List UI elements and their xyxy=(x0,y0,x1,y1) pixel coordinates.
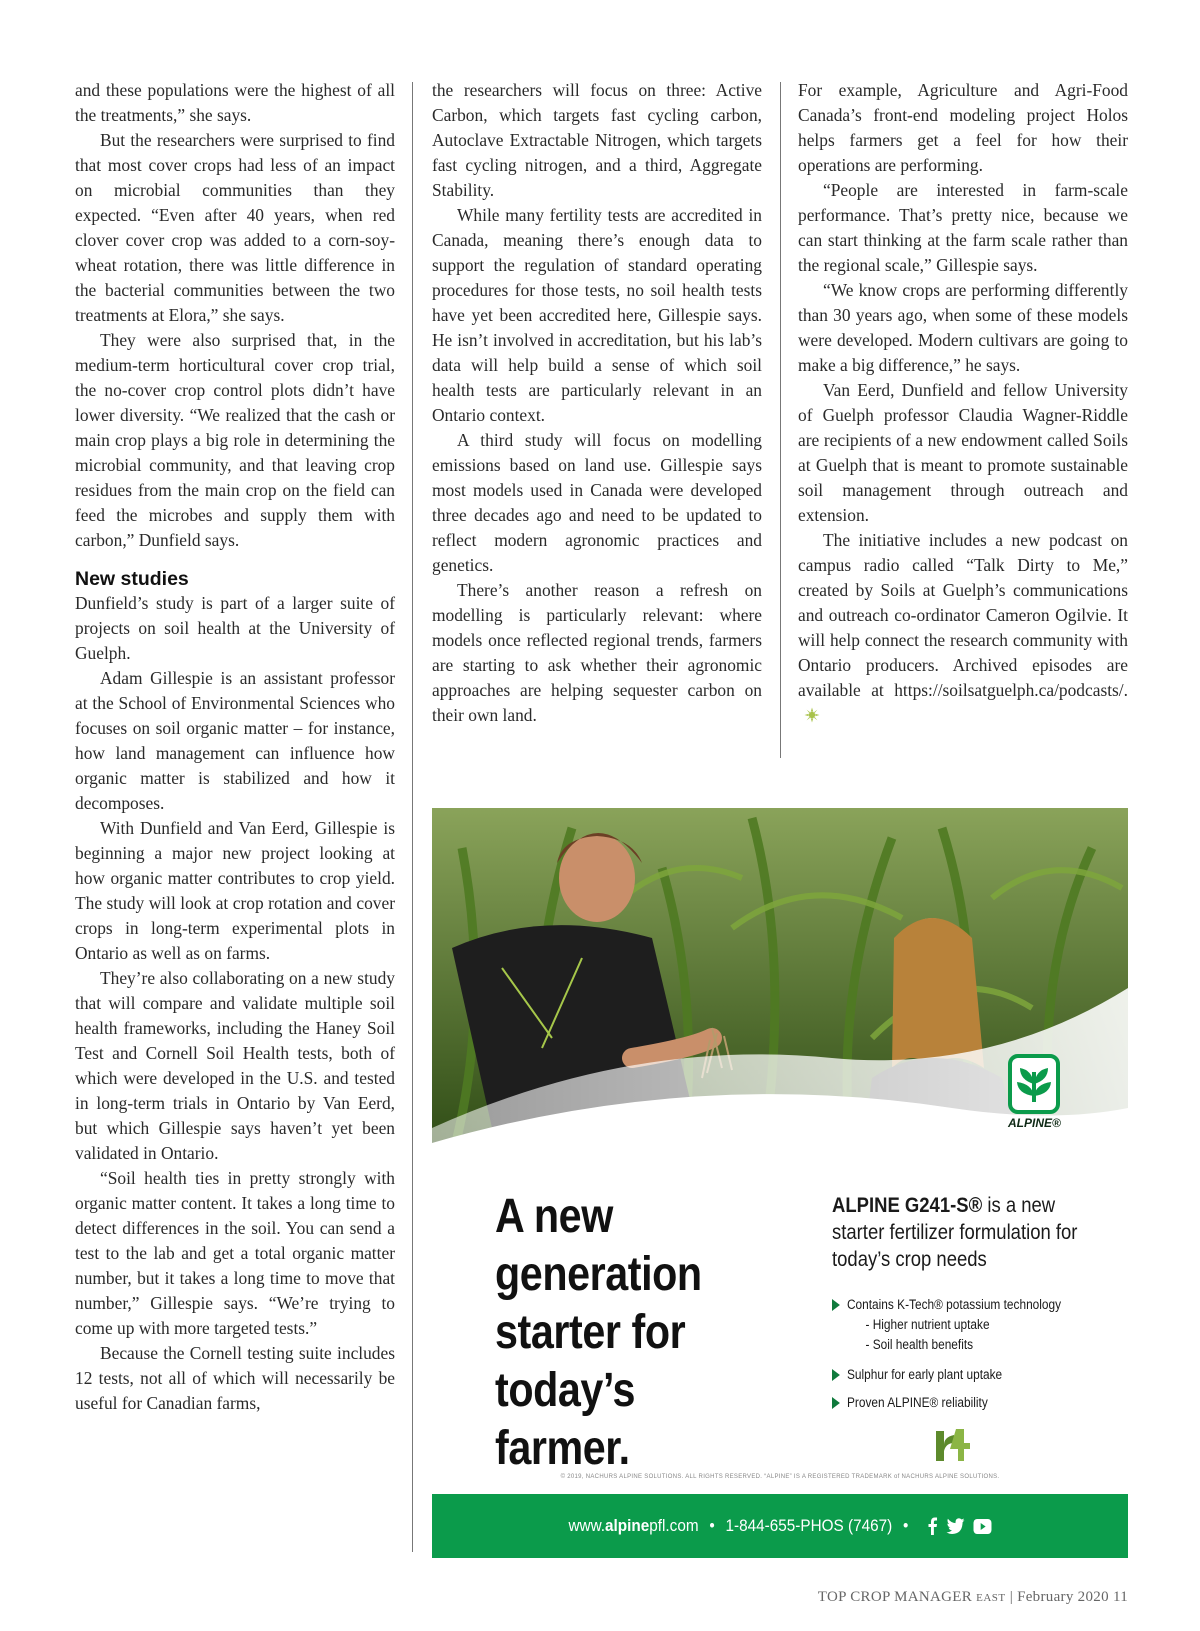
alpine-logo xyxy=(1008,1054,1060,1130)
triangle-bullet-icon xyxy=(832,1299,840,1311)
ad-contact-bar xyxy=(432,1494,1128,1558)
paragraph: Because the Cornell testing suite includes 12 tests, not all of which will necessarily be useful for Canadian farms, xyxy=(75,1343,395,1413)
ad-contact-inner xyxy=(569,1516,992,1536)
separator: • xyxy=(903,1516,909,1535)
issue-date: February 2020 xyxy=(1017,1589,1109,1605)
paragraph: and these populations were the highest of all the treatments,” she says. xyxy=(75,80,395,125)
article-column-3 xyxy=(798,78,1128,728)
article-column-2 xyxy=(432,78,762,728)
paragraph: Van Eerd, Dunfield and fellow University of Guelph professor Claudia Wagner-Riddle are recipients of a new endowment called Soils at Guelph that is meant to promote sustainable soil management through outreach and extension. xyxy=(798,380,1128,525)
url-suffix: pfl.com xyxy=(649,1516,699,1535)
paragraph: the researchers will focus on three: Active Carbon, which targets fast cycling carbon, Autoclave Extractable Nitrogen, which targets fast cycling nitrogen, and a third, Aggregate Stability. xyxy=(432,80,762,200)
separator: • xyxy=(709,1516,715,1535)
product-intro-text: is a new starter fertilizer formulation for today’s crop needs xyxy=(832,1194,1078,1271)
product-name: ALPINE G241-S® xyxy=(832,1194,983,1217)
url-brand: alpine xyxy=(605,1516,650,1535)
alpine-leaf-icon xyxy=(1008,1054,1060,1114)
ad-bullet-list xyxy=(832,1295,1096,1413)
paragraph: While many fertility tests are accredited in Canada, meaning there’s enough data to support the regulation of standard operating procedures for those tests, no soil health tests have yet been accredited here, Gillespie says. He isn’t involved in accreditation, but his lab’s data will help build a sense of which soil health tests are particularly relevant in an Ontario context. xyxy=(432,205,762,425)
paragraph: There’s another reason a refresh on modelling is particularly relevant: where models once reflected regional trends, farmers are starting to ask whether their agronomic approaches are helping sequester carbon on their own land. xyxy=(432,580,762,725)
youtube-icon[interactable] xyxy=(973,1519,991,1534)
alpine-advertisement[interactable] xyxy=(432,808,1128,1558)
ad-headline: A new generation starter for today’s farmer. xyxy=(495,1190,702,1475)
ad-bullet-text: Sulphur for early plant uptake xyxy=(846,1367,1003,1382)
ad-bullet xyxy=(832,1393,1096,1413)
ad-product-intro xyxy=(832,1192,1096,1273)
paragraph: With Dunfield and Van Eerd, Gillespie is beginning a major new project looking at how organic matter contributes to crop yield. The study will look at crop rotation and cover crops in long-term experimental plots in Ontario as well as on farms. xyxy=(75,818,395,963)
ad-bullet-text: Proven ALPINE® reliability xyxy=(846,1395,988,1410)
paragraph: They were also surprised that, in the medium-term horticultural cover crop trial, the no-cover crop control plots didn’t have lower diversity. “We realized that the cash or main crop plays a big role in determining the microbial community, and that leaving crop residues from the main crop on the field can feed the microbes and supply them with carbon,” Dunfield says. xyxy=(75,330,395,550)
paragraph: But the researchers were surprised to find that most cover crops had less of an impact on microbial communities than they expected. “Even after 40 years, when red clover cover crop was added to a corn-soy-wheat rotation, there was little difference in the bacterial communities between the two treatments at Elora,” she says. xyxy=(75,130,395,325)
paragraph: Dunfield’s study is part of a larger suite of projects on soil health at the University of Guelph. xyxy=(75,593,395,663)
paragraph xyxy=(798,528,1128,728)
ad-sub-bullet: - Higher nutrient uptake xyxy=(865,1317,990,1332)
end-of-article-icon xyxy=(804,707,820,723)
facebook-icon[interactable] xyxy=(927,1517,938,1535)
twitter-icon[interactable] xyxy=(946,1518,964,1534)
magazine-name: TOP CROP MANAGER xyxy=(817,1589,973,1605)
url-prefix: www. xyxy=(568,1516,606,1535)
alpine-logo-word: ALPINE® xyxy=(1008,1116,1061,1130)
paragraph-text: The initiative includes a new podcast on campus radio called “Talk Dirty to Me,” created by Soils at Guelph’s communications and outreach co-ordinator Cameron Ogilvie. It will help connect the research community with Ontario producers. Archived episodes are available at https://soilsatguelph.ca/podcasts/. xyxy=(798,530,1128,700)
ad-legal-text: © 2019, NACHURS ALPINE SOLUTIONS. ALL RIGHTS RESERVED. “ALPINE” IS A REGISTERED TRADEMARK of NACHURS ALPINE SOLUTIONS. xyxy=(560,1474,1000,1480)
column-divider xyxy=(780,82,781,758)
phone-number[interactable]: 1-844-655-PHOS (7467) xyxy=(725,1516,893,1535)
paragraph: “We know crops are performing differently than 30 years ago, when some of these models were developed. Modern cultivars are going to make a big difference,” he says. xyxy=(798,280,1128,375)
ad-bullet-text: Contains K-Tech® potassium technology xyxy=(846,1297,1062,1312)
paragraph: For example, Agriculture and Agri-Food Canada’s front-end modeling project Holos helps farmers get a feel for how their operations are performing. xyxy=(798,80,1128,175)
paragraph: Adam Gillespie is an assistant professor at the School of Environmental Sciences who focuses on soil organic matter – for instance, how land management can influence how organic matter is stabilized and how it decomposes. xyxy=(75,668,395,813)
triangle-bullet-icon xyxy=(832,1397,840,1409)
article-column-1 xyxy=(75,78,395,1416)
ad-photo-corn-field xyxy=(432,808,1128,1158)
website-link[interactable] xyxy=(569,1516,699,1536)
social-icons xyxy=(927,1517,992,1535)
column-divider xyxy=(412,82,413,1552)
ad-sub-bullet: - Soil health benefits xyxy=(865,1337,974,1352)
magazine-edition: EAST xyxy=(976,1592,1006,1604)
page-footer xyxy=(790,1589,1128,1606)
r4-brand-mark-icon xyxy=(932,1425,972,1465)
paragraph: “Soil health ties in pretty strongly with organic matter content. It takes a long time to detect differences in the soil. You can send a test to the lab and get a total organic matter number, but it takes a long time to move that number,” Gillespie says. “We’re trying to come up with more targeted tests.” xyxy=(75,1168,395,1338)
paragraph: “People are interested in farm-scale performance. That’s pretty nice, because we can start thinking at the farm scale rather than the regional scale,” Gillespie says. xyxy=(798,180,1128,275)
paragraph: They’re also collaborating on a new study that will compare and validate multiple soil health frameworks, including the Haney Soil Test and Cornell Soil Health tests, both of which were developed in the U.S. and tested in long-term trials in Ontario by Van Eerd, but which Gillespie says haven’t yet been validated in Ontario. xyxy=(75,968,395,1163)
footer-separator: | xyxy=(1009,1589,1014,1605)
page-number: 11 xyxy=(1112,1589,1128,1605)
section-subhead: New studies xyxy=(75,568,189,590)
triangle-bullet-icon xyxy=(832,1369,840,1381)
ad-bullet xyxy=(832,1295,1096,1315)
ad-product-info xyxy=(832,1192,1096,1413)
ad-bullet xyxy=(832,1365,1096,1385)
paragraph: A third study will focus on modelling emissions based on land use. Gillespie says most models used in Canada were developed three decades ago and need to be updated to reflect modern agronomic practices and genetics. xyxy=(432,430,762,575)
